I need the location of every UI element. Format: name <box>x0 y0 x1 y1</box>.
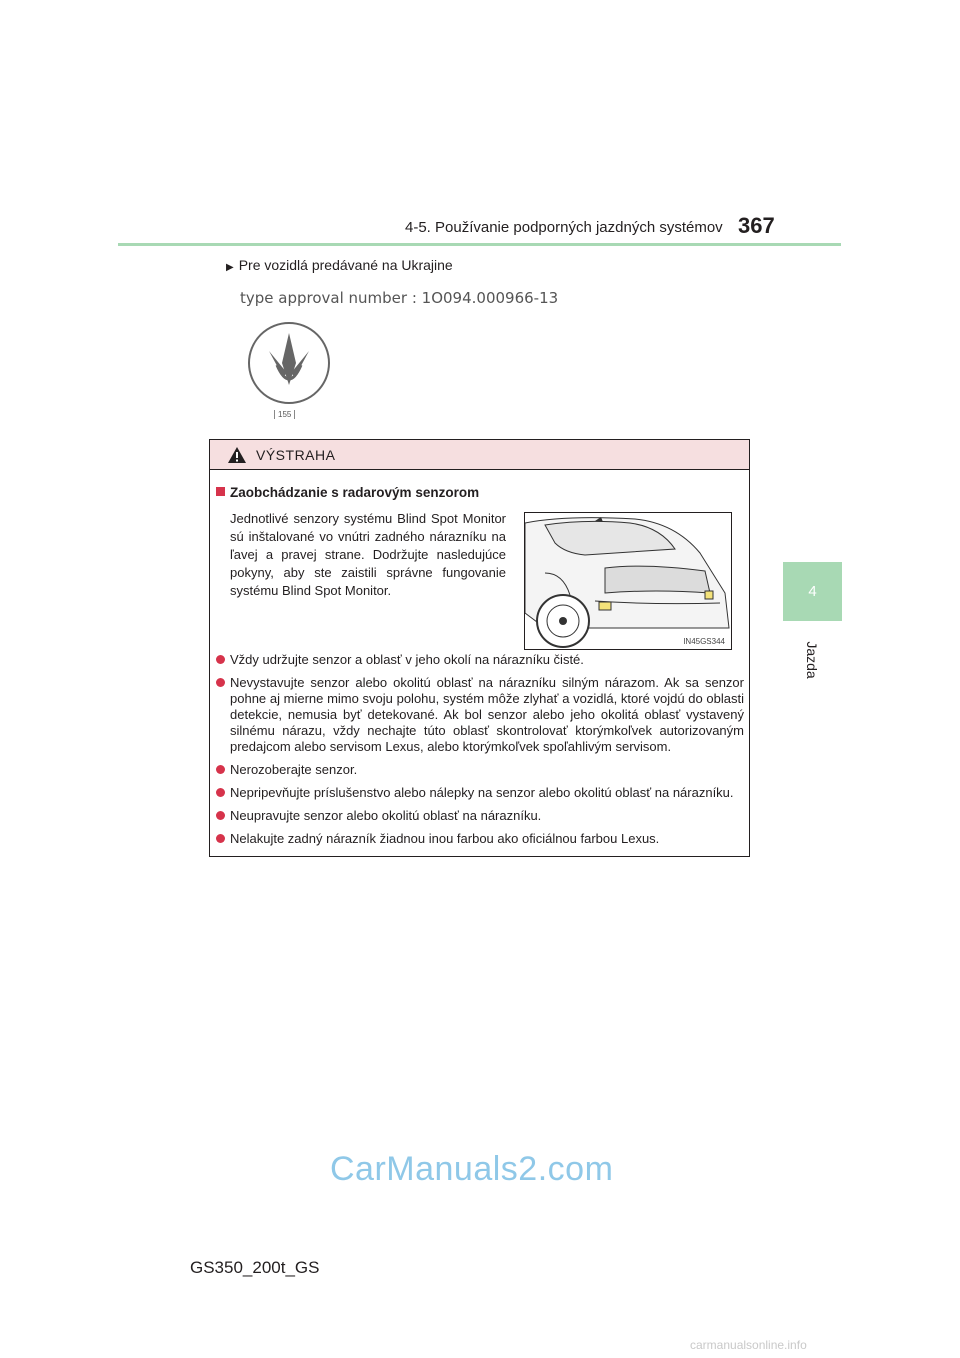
ukraine-certification-mark-icon <box>247 321 331 405</box>
ukraine-bullet-text: Pre vozidlá predávané na Ukrajine <box>238 257 453 273</box>
round-bullet-icon <box>216 765 225 774</box>
watermark-link[interactable]: CarManuals2.com <box>330 1150 614 1188</box>
figure-code: IN45GS344 <box>683 637 725 646</box>
round-bullet-icon <box>216 834 225 843</box>
round-bullet-icon <box>216 788 225 797</box>
warning-triangle-icon <box>227 446 247 464</box>
round-bullet-icon <box>216 678 225 687</box>
car-illustration-icon <box>525 513 732 650</box>
list-item: Vždy udržujte senzor a oblasť v jeho okolí na nárazníku čisté. <box>216 652 744 668</box>
round-bullet-icon <box>216 811 225 820</box>
section-title: 4-5. Používanie podporných jazdných systémov <box>405 219 723 236</box>
list-item: Nerozoberajte senzor. <box>216 762 744 778</box>
warning-box <box>209 439 750 857</box>
warning-items-list <box>216 652 744 854</box>
footer-site-link[interactable]: carmanualsonline.info <box>690 1338 807 1352</box>
list-item: Nepripevňujte príslušenstvo alebo nálepky na senzor alebo okolitú oblasť na nárazníku. <box>216 785 744 801</box>
type-approval-number: type approval number : 1O094.000966-13 <box>240 289 559 307</box>
warning-title: VÝSTRAHA <box>256 447 336 463</box>
header-rule <box>118 243 841 246</box>
triangle-bullet-icon: ▶ <box>226 262 234 273</box>
footer-model: GS350_200t_GS <box>190 1258 320 1277</box>
ukraine-mark-number: 155 <box>274 410 295 419</box>
warning-header <box>210 440 749 470</box>
list-item: Nelakujte zadný nárazník žiadnou inou farbou ako oficiálnou farbou Lexus. <box>216 831 744 847</box>
chapter-label-wrap <box>800 630 824 690</box>
round-bullet-icon <box>216 655 225 664</box>
section-heading-text: Zaobchádzanie s radarovým senzorom <box>230 485 480 500</box>
ukraine-bullet <box>226 257 453 273</box>
list-item: Nevystavujte senzor alebo okolitú oblasť na nárazníku silným nárazom. Ak sa senzor pohne aj mierne mimo svoju polohu, systém môže zlyhať a vozidlá, ktoré vojdú do oblasti detekcie, nemusia byť detekované. Ak bol senzor alebo jeho okolitá oblasť vystavený silnému nárazu, vždy nechajte túto oblasť skontrolovať ktorýmkoľvek autorizovaným predajcom alebo servisom Lexus, alebo ktorýmkoľvek spoľahlivým servisom. <box>216 675 744 755</box>
chapter-tab <box>783 562 842 621</box>
car-rear-bumper-figure <box>524 512 732 650</box>
intro-paragraph: Jednotlivé senzory systému Blind Spot Monitor sú inštalované vo vnútri zadného nárazníku na ľavej a pravej strane. Dodržujte nasledujúce pokyny, aby ste zaistili správne fungovanie systému Blind Spot Monitor. <box>230 511 506 598</box>
section-heading <box>216 485 479 500</box>
chapter-number: 4 <box>808 583 817 600</box>
chapter-label: Jazda <box>804 641 820 679</box>
square-bullet-icon <box>216 487 225 496</box>
page-number: 367 <box>738 213 775 238</box>
list-item: Neupravujte senzor alebo okolitú oblasť na nárazníku. <box>216 808 744 824</box>
